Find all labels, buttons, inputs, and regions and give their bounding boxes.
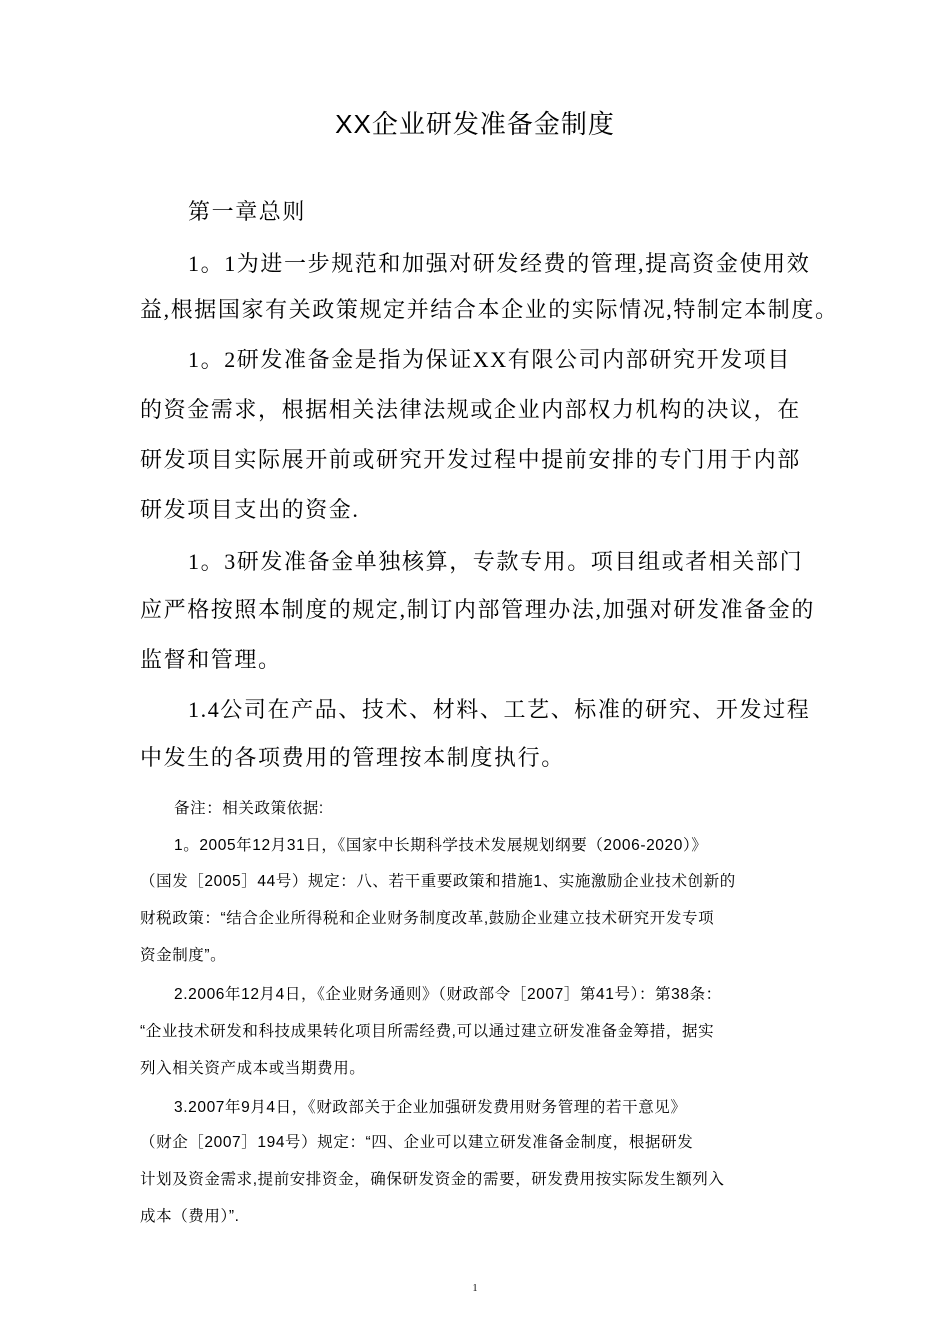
paragraph-line: 1。3研发准备金单独核算，专款专用。项目组或者相关部门 <box>188 549 804 574</box>
page-number: 1 <box>472 1283 478 1294</box>
paragraph-line: 的资金需求，根据相关法律法规或企业内部权力机构的决议，在 <box>140 397 801 422</box>
note-line: 资金制度”。 <box>140 947 227 964</box>
paragraph-line: 益,根据国家有关政策规定并结合本企业的实际情况,特制定本制度。 <box>140 297 839 322</box>
note-line: 1。2005年12月31日，《国家中长期科学技术发展规划纲要（2006-2020）》 <box>174 837 708 854</box>
paragraph-line: 1。2研发准备金是指为保证XX有限公司内部研究开发项目 <box>188 347 791 372</box>
note-line: 3.2007年9月4日，《财政部关于企业加强研发费用财务管理的若干意见》 <box>174 1099 687 1116</box>
paragraph-line: 研发项目实际展开前或研究开发过程中提前安排的专门用于内部 <box>140 447 801 472</box>
paragraph-line: 研发项目支出的资金. <box>140 497 360 522</box>
note-line: 财税政策：“结合企业所得税和企业财务制度改革,鼓励企业建立技术研究开发专项 <box>140 910 715 927</box>
note-line: 2.2006年12月4日，《企业财务通则》（财政部令［2007］第41号）：第38条： <box>174 986 722 1003</box>
document-title: XX企业研发准备金制度 <box>335 109 615 139</box>
note-line: （财企［2007］194号）规定：“四、企业可以建立研发准备金制度，根据研发 <box>140 1134 694 1151</box>
note-line: “企业技术研发和科技成果转化项目所需经费,可以通过建立研发准备金筹措，据实 <box>140 1023 715 1040</box>
paragraph-line: 监督和管理。 <box>140 647 282 672</box>
paragraph-line: 1.4公司在产品、技术、材料、工艺、标准的研究、开发过程 <box>188 697 811 722</box>
note-line: 计划及资金需求,提前安排资金，确保研发资金的需要，研发费用按实际发生额列入 <box>140 1171 725 1188</box>
note-line: 成本（费用）”. <box>140 1208 240 1225</box>
chapter-heading: 第一章总则 <box>188 199 307 224</box>
notes-heading: 备注：相关政策依据: <box>174 800 324 817</box>
paragraph-line: 1。1为进一步规范和加强对研发经费的管理,提高资金使用效 <box>188 251 811 276</box>
paragraph-line: 应严格按照本制度的规定,制订内部管理办法,加强对研发准备金的 <box>140 597 816 622</box>
note-line: （国发［2005］44号）规定：八、若干重要政策和措施1、实施激励企业技术创新的 <box>140 873 736 890</box>
paragraph-line: 中发生的各项费用的管理按本制度执行。 <box>140 745 565 770</box>
note-line: 列入相关资产成本或当期费用。 <box>140 1060 366 1077</box>
